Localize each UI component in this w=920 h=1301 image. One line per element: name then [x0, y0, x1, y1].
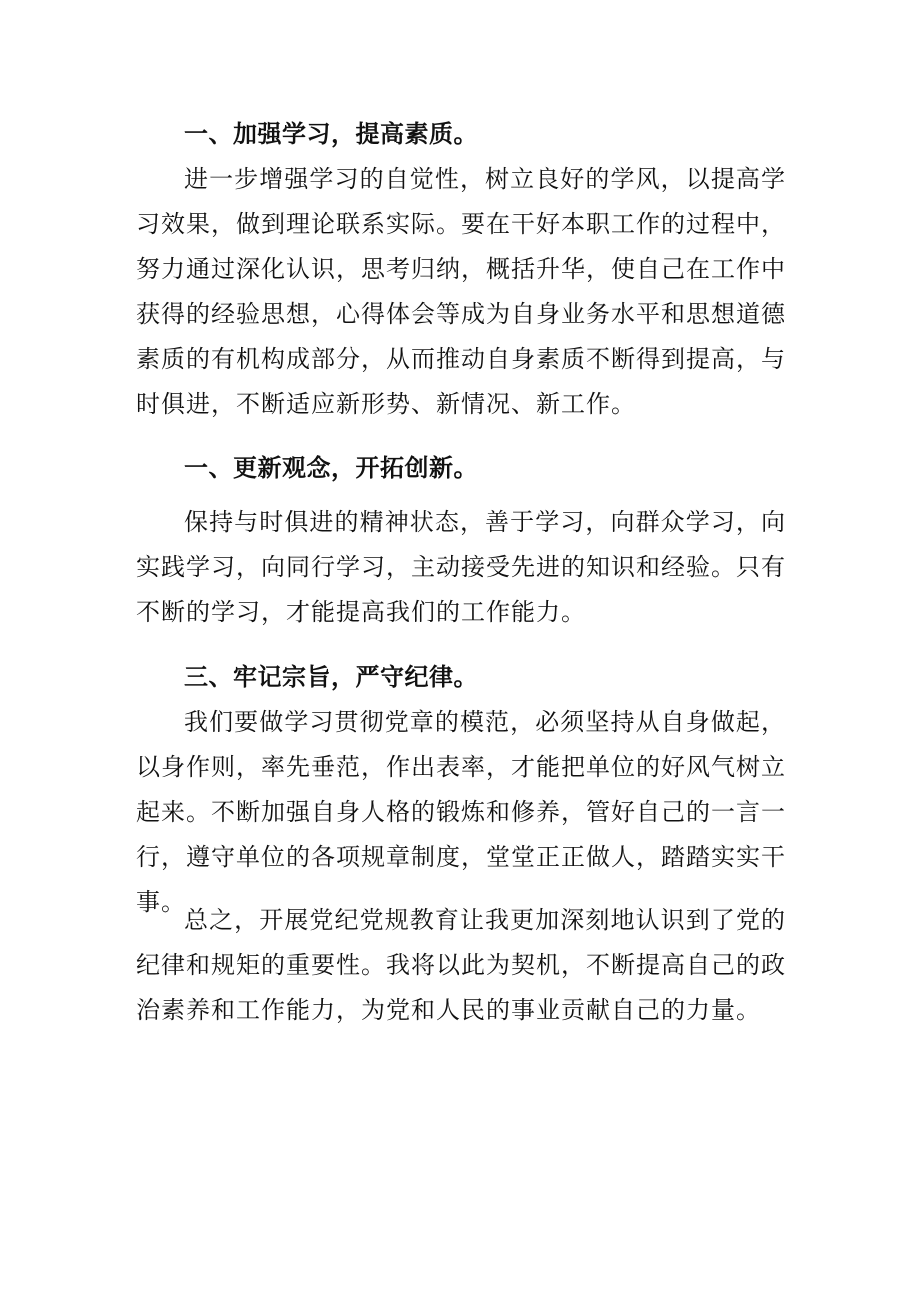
section-heading-1: 一、加强学习，提高素质。	[184, 120, 478, 148]
paragraph: 保持与时俱进的精神状态，善于学习，向群众学习，向实践学习，向同行学习，主动接受先进的知识和经验。只有不断的学习，才能提高我们的工作能力。	[136, 508, 786, 626]
section-heading-2: 一、更新观念，开拓创新。	[184, 454, 478, 482]
section-body-3	[136, 700, 786, 925]
conclusion-paragraph: 总之，开展党纪党规教育让我更加深刻地认识到了党的纪律和规矩的重要性。我将以此为契机，不断提高自己的政治素养和工作能力，为党和人民的事业贡献自己的力量。	[136, 906, 786, 1024]
paragraph: 我们要做学习贯彻党章的模范，必须坚持从自身做起，以身作则，率先垂范，作出表率，才能把单位的好风气树立起来。不断加强自身人格的锻炼和修养，管好自己的一言一行，遵守单位的各项规章制度，堂堂正正做人，踏踏实实干事。	[136, 708, 786, 916]
section-body-1	[136, 157, 786, 427]
paragraph: 进一步增强学习的自觉性，树立良好的学风，以提高学习效果，做到理论联系实际。要在干好本职工作的过程中，努力通过深化认识，思考归纳，概括升华，使自己在工作中获得的经验思想，心得体会等成为自身业务水平和思想道德素质的有机构成部分，从而推动自身素质不断得到提高，与时俱进，不断适应新形势、新情况、新工作。	[136, 165, 786, 418]
section-body-2	[136, 500, 786, 635]
section-heading-3: 三、牢记宗旨，严守纪律。	[184, 663, 478, 691]
conclusion-block	[136, 898, 786, 1033]
